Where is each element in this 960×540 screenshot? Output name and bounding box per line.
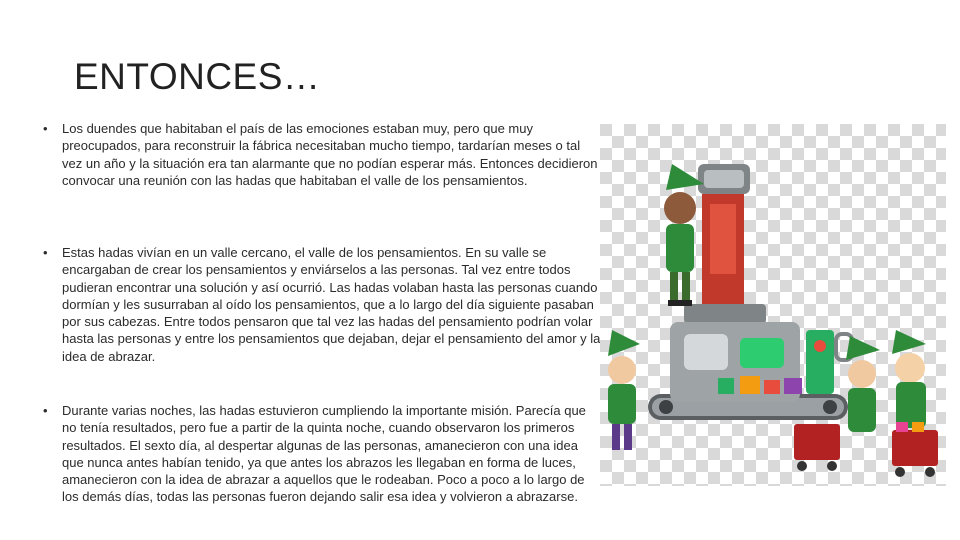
gift-boxes <box>718 376 802 394</box>
paragraph-1: • Los duendes que habitaban el país de las emociones estaban muy, pero que muy preocupados, para reconstruir la fábrica necesitaban mucho tiempo, tardarían meses o tal vez un año y la situación era tan alarmante que no podían esperar más. Entonces decidieron convocar una reunión con las hadas que habitaban el valle de los pensamientos. <box>40 120 602 189</box>
slide-title: ENTONCES… <box>74 56 321 97</box>
elf-factory-illustration <box>600 124 946 486</box>
paragraph-3: • Durante varias noches, las hadas estuvieron cumpliendo la importante misión. Parecía que no tenía resultados, pero fue a partir de la quinta noche, cuando observaron los primeros resultados. El sexto día, al despertar algunas de las personas, amanecieron con una idea que nunca antes habían tenido, ya que antes los abrazos les llegaban en forma de luces, amanecieron con la idea de abrazar a aquellos que le rodeaban. Poco a poco a lo largo de los demás días, todas las personas fueron dejando salir esa idea y volvieron a abrazarse. <box>40 402 602 506</box>
paragraph-2: • Estas hadas vivían en un valle cercano, el valle de los pensamientos. En su valle se encargaban de crear los pensamientos y enviárselos a las personas. Tal vez entre todos pudieran encontrar una solución y así ocurrió. Las hadas volaban hasta las personas cuando dormían y les susurraban al oído los pensamientos, que a lo largo del día siguiente pasaban por sus cabezas. Entre todos pensaron que tal vez las hadas del pensamiento podrían volar hasta las personas y entre los pensamientos que dejaban, dejar el pensamiento del amor y la idea de abrazar. <box>40 244 602 365</box>
